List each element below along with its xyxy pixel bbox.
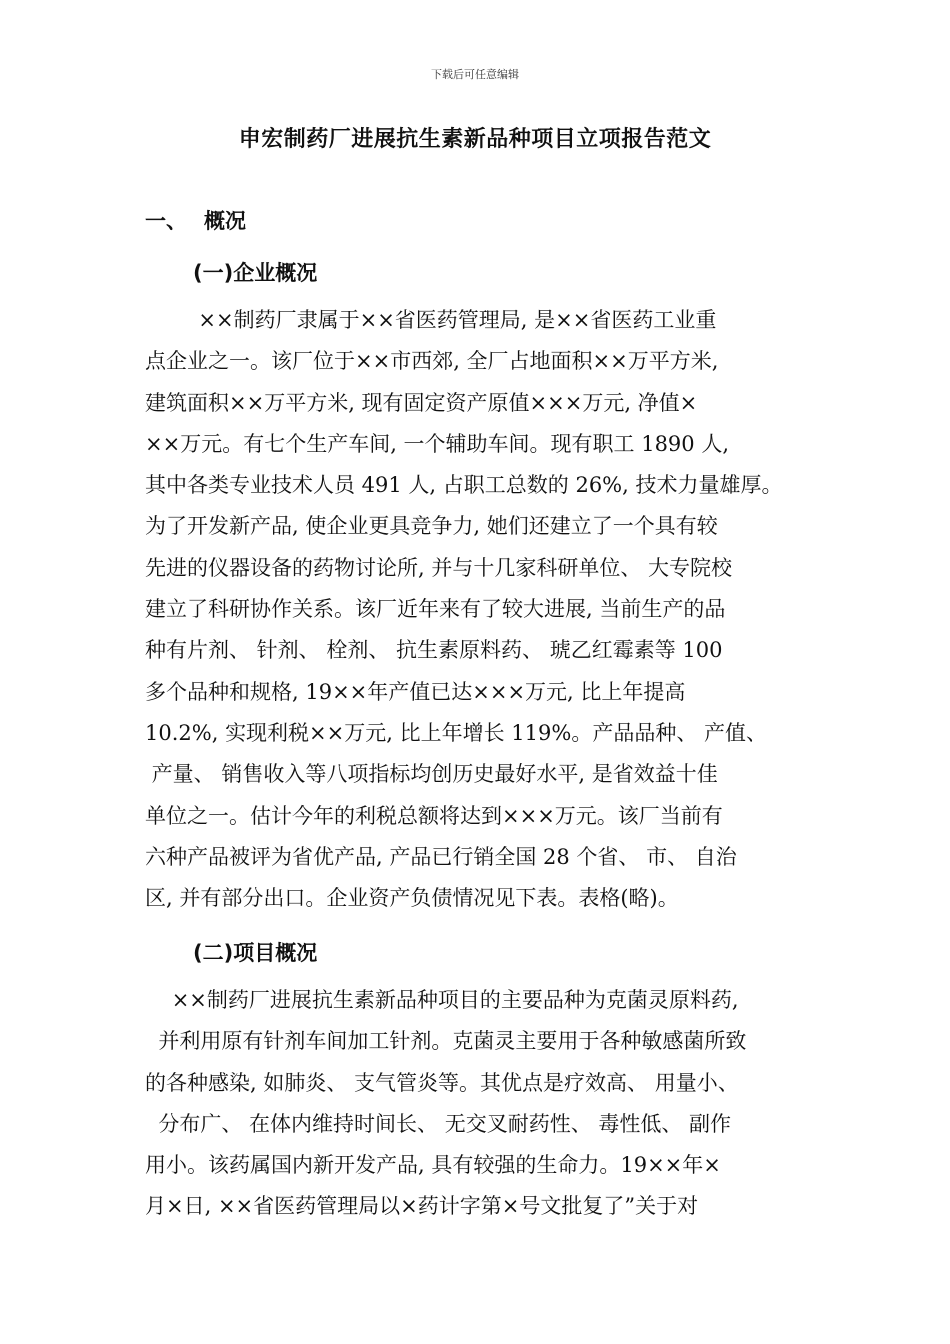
paragraph-line: 种有片剂、 针剂、 栓剂、 抗生素原料药、 琥乙红霉素等 100 [145,638,723,663]
paragraph-line: 建立了科研协作关系。该厂近年来有了较大进展, 当前生产的品 [145,597,726,622]
paragraph-line: 的各种感染, 如肺炎、 支气管炎等。其优点是疗效高、 用量小、 [145,1070,739,1095]
subsection-title-enterprise: (一)企业概况 [193,261,318,285]
subsection-title-project: (二)项目概况 [193,941,318,965]
section-title: 概况 [204,209,246,233]
paragraph-line: 先进的仪器设备的药物讨论所, 并与十几家科研单位、 大专院校 [145,555,733,580]
paragraph-line: 产量、 销售收入等八项指标均创历史最好水平, 是省效益十佳 [145,762,718,787]
paragraph-line: 用小。该药属国内新开发产品, 具有较强的生命力。19××年× [145,1153,721,1178]
paragraph-line: 六种产品被评为省优产品, 产品已行销全国 28 个省、 市、 自治 [145,844,737,869]
paragraph-line: 月×日, ××省医药管理局以×药计字第×号文批复了”关于对 [145,1194,699,1219]
paragraph-line: 单位之一。估计今年的利税总额将达到×××万元。该厂当前有 [145,803,723,828]
header-note: 下载后可任意编辑 [431,68,519,81]
paragraph-project-overview [145,980,835,1228]
paragraph-line: 其中各类专业技术人员 491 人, 占职工总数的 26%, 技术力量雄厚。 [145,473,783,498]
paragraph-line: 点企业之一。该厂位于××市西郊, 全厂占地面积××万平方米, [145,349,719,374]
paragraph-line: 区, 并有部分出口。企业资产负债情况见下表。表格(略)。 [145,886,679,911]
document-title: 申宏制药厂进展抗生素新品种项目立项报告范文 [238,127,712,152]
paragraph-line: 建筑面积××万平方米, 现有固定资产原值×××万元, 净值× [145,390,698,415]
paragraph-line: 为了开发新产品, 使企业更具竞争力, 她们还建立了一个具有较 [145,514,718,539]
section-number: 一、 [145,209,187,233]
paragraph-line: 分布广、 在体内维持时间长、 无交叉耐药性、 毒性低、 副作 [145,1111,732,1136]
paragraph-line: ××万元。有七个生产车间, 一个辅助车间。现有职工 1890 人, [145,431,730,456]
paragraph-line: 并利用原有针剂车间加工针剂。克菌灵主要用于各种敏感菌所致 [145,1029,747,1054]
paragraph-enterprise-overview [145,300,835,919]
paragraph-line: 多个品种和规格, 19××年产值已达×××万元, 比上年提高 [145,679,686,704]
paragraph-line: ××制药厂进展抗生素新品种项目的主要品种为克菌灵原料药, [145,988,739,1012]
paragraph-line: 10.2%, 实现利税××万元, 比上年增长 119%。产品品种、 产值、 [145,720,767,745]
paragraph-line: ××制药厂隶属于××省医药管理局, 是××省医药工业重 [145,308,717,332]
